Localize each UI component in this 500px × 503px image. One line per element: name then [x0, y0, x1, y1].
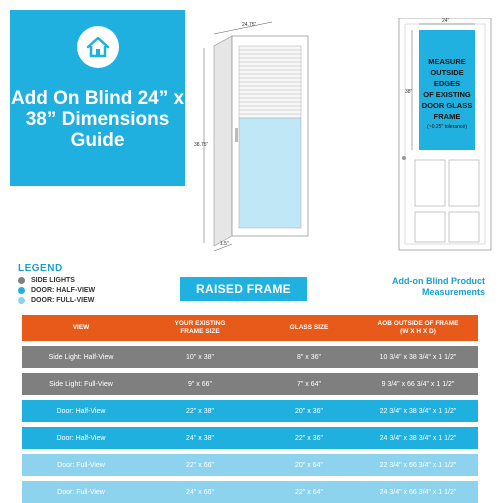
product-heading-line-2: Measurements [421, 287, 485, 297]
brand-title: Add On Blind 24” x 38” Dimensions Guide [10, 88, 185, 151]
table-header [22, 315, 478, 341]
header-frame-size [140, 320, 260, 336]
cell-aob-size: 24 3/4" x 66 3/4" x 1 1/2" [379, 488, 457, 496]
cell-view: Door: Half-View [56, 407, 106, 415]
depth-dimension: 1.5" [220, 241, 229, 247]
legend-dot [18, 277, 25, 284]
tilt-handle [235, 128, 238, 142]
cell-aob-size: 10 3/4" x 38 3/4" x 1 1/2" [379, 353, 457, 361]
raised-frame-badge: RAISED FRAME [180, 277, 307, 301]
cell-frame-size: 24" x 66" [186, 488, 214, 496]
table-body [22, 346, 478, 503]
table-row [22, 427, 478, 449]
table-row [22, 373, 478, 395]
cell-frame-size: 22" x 38" [186, 407, 214, 415]
legend-dot [18, 297, 25, 304]
header-frame-size-text: YOUR EXISTING FRAME SIZE [174, 320, 226, 335]
cell-frame-size: 22" x 66" [186, 461, 214, 469]
cell-view: Door: Full-View [57, 488, 105, 496]
cell-glass-size: 22" x 64" [295, 488, 323, 496]
cell-view: Door: Full-View [57, 461, 105, 469]
legend-item-door-full-view [18, 297, 158, 304]
table-row [22, 400, 478, 422]
cell-glass-size: 22" x 36" [295, 434, 323, 442]
door-illustration [399, 18, 491, 250]
measurements-table [22, 315, 478, 503]
door-note-line-6: FRAME [433, 112, 461, 121]
product-measurements-heading [392, 276, 485, 298]
door-note-line-2: OUTSIDE [430, 68, 464, 77]
blind-illustration [192, 18, 492, 253]
table-row [22, 346, 478, 368]
header-view: VIEW [72, 324, 90, 331]
legend-label: SIDE LIGHTS [31, 277, 75, 284]
legend-label: DOOR: FULL-VIEW [31, 297, 95, 304]
cell-aob-size: 9 3/4" x 66 3/4" x 1 1/2" [381, 380, 455, 388]
house-icon [77, 26, 119, 68]
door-note-line-4: OF EXISTING [423, 90, 471, 99]
header-glass-size: GLASS SIZE [289, 324, 329, 331]
table-row [22, 454, 478, 476]
door-height-dimension: 38" [405, 89, 413, 95]
width-dimension: 24.75" [242, 22, 257, 28]
legend-title: LEGEND [18, 263, 63, 274]
cell-view: Side Light: Full-View [49, 380, 113, 388]
cell-glass-size: 7" x 64" [296, 380, 322, 388]
product-heading-line-1: Add-on Blind Product [392, 276, 485, 286]
legend-item-side-lights [18, 277, 158, 284]
brand-panel [10, 10, 185, 186]
legend-dot [18, 287, 25, 294]
door-note-tolerance: (~0.25" tolerance) [427, 124, 467, 130]
cell-glass-size: 8" x 36" [296, 353, 322, 361]
height-dimension: 38.75" [194, 142, 209, 148]
legend [18, 263, 158, 304]
legend-label: DOOR: HALF-VIEW [31, 287, 96, 294]
header-aob-size-text: AOB OUTSIDE OF FRAME (W X H X D) [377, 320, 459, 335]
cell-aob-size: 24 3/4" x 38 3/4" x 1 1/2" [379, 434, 457, 442]
cell-view: Door: Half-View [56, 434, 106, 442]
cell-frame-size: 9" x 66" [187, 380, 213, 388]
cell-glass-size: 20" x 36" [295, 407, 323, 415]
cell-aob-size: 22 3/4" x 66 3/4" x 1 1/2" [379, 461, 457, 469]
cell-frame-size: 24" x 38" [186, 434, 214, 442]
cell-aob-size: 22 3/4" x 38 3/4" x 1 1/2" [379, 407, 457, 415]
blind-slats [239, 46, 301, 118]
door-note-line-1: MEASURE [428, 57, 466, 66]
cell-frame-size: 10" x 38" [186, 353, 214, 361]
cell-glass-size: 20" x 64" [295, 461, 323, 469]
header-aob-size [358, 320, 478, 336]
cell-view: Side Light: Half-View [48, 353, 114, 361]
door-note-line-5: DOOR GLASS [421, 101, 473, 110]
legend-item-door-half-view [18, 287, 158, 294]
door-note-line-3: EDGES [433, 79, 461, 88]
door-width-dimension: 24" [442, 18, 450, 24]
window-glass [239, 118, 301, 228]
